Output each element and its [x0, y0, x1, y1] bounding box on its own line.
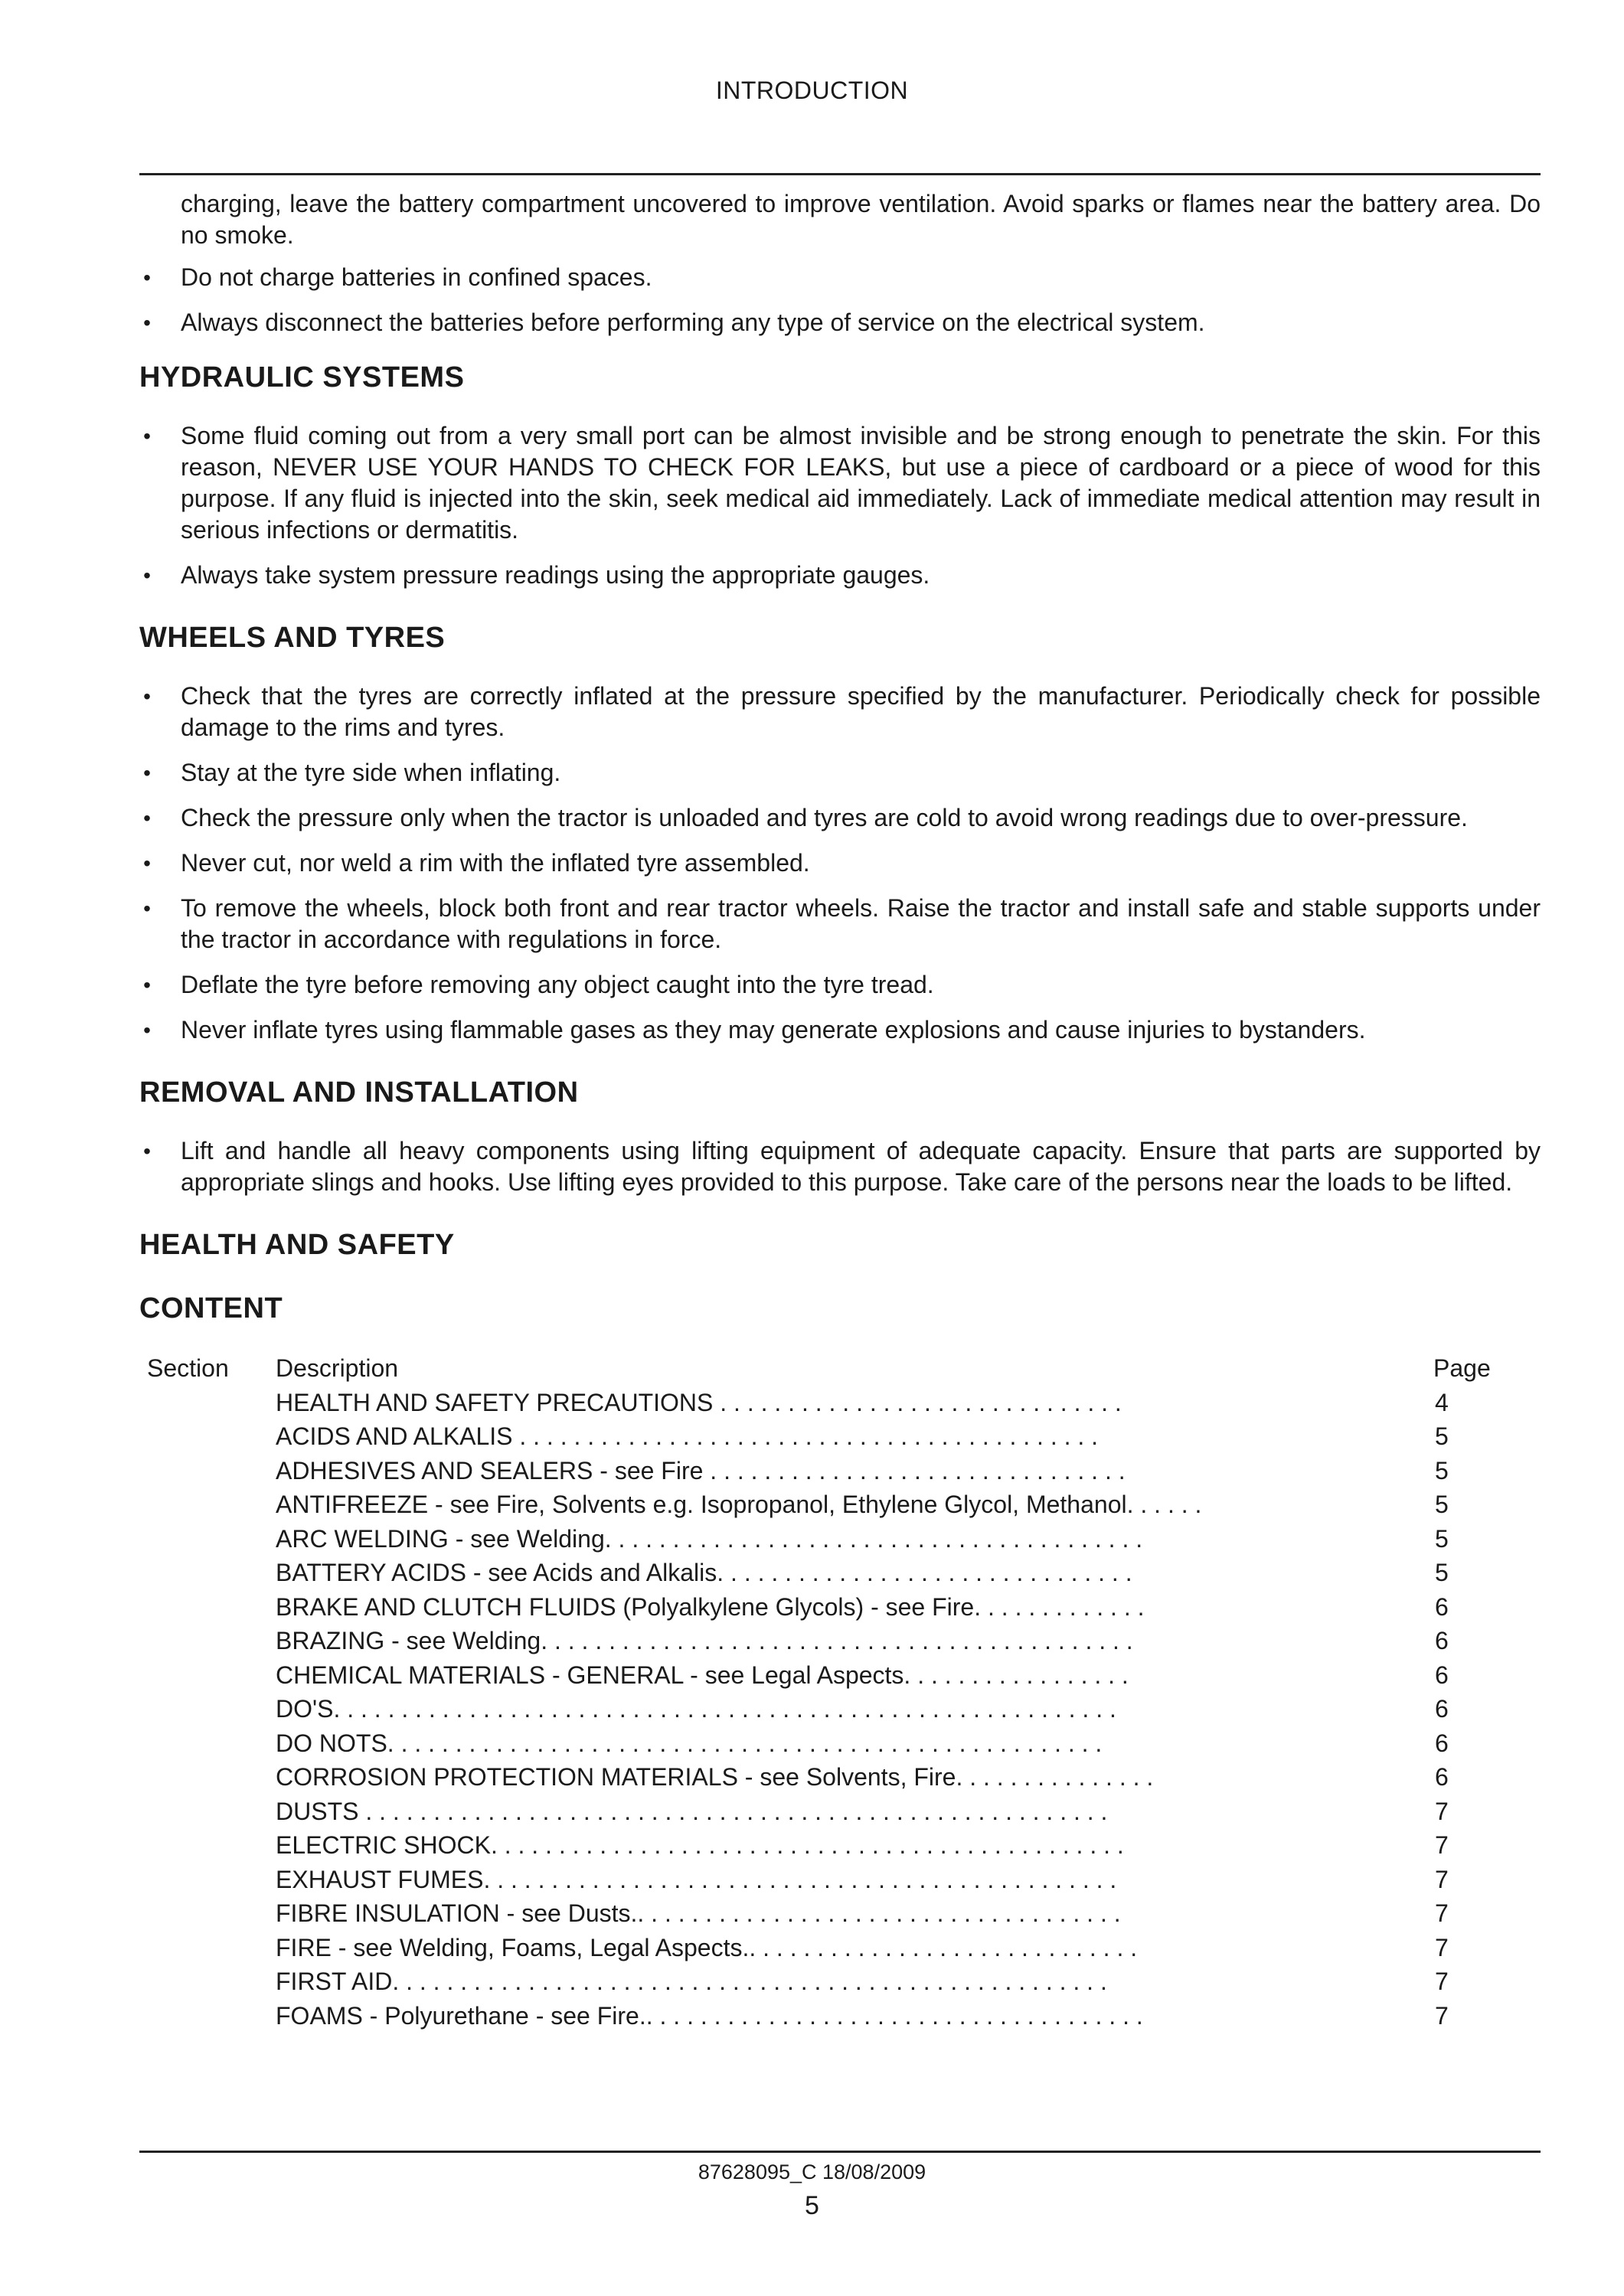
toc-row-page: 7 — [1435, 1933, 1449, 1961]
list-item-text: Do not charge batteries in confined spaces. — [181, 263, 652, 291]
bullet-icon: • — [143, 311, 151, 335]
list-item — [139, 802, 1541, 834]
toc-row — [139, 1931, 1541, 1965]
list-item-text: Always take system pressure readings using the appropriate gauges. — [181, 561, 930, 589]
toc-row-description: FIRST AID. . . . . . . . . . . . . . . . . . . . . . . . . . . . . . . . . . . . . . . . . . . . . . . . . . . . . — [276, 1968, 1107, 1995]
list-item — [139, 848, 1541, 879]
list-item — [139, 262, 1541, 293]
toc-row — [139, 1658, 1541, 1693]
hydraulic-bullet-list — [139, 420, 1541, 591]
toc-row-page: 5 — [1435, 1559, 1449, 1586]
toc-row-description: EXHAUST FUMES. . . . . . . . . . . . . . . . . . . . . . . . . . . . . . . . . . . . . . . . . . . . . . . — [276, 1865, 1117, 1893]
list-item-text: Deflate the tyre before removing any object caught into the tyre tread. — [181, 971, 934, 998]
toc-row-description: FOAMS - Polyurethane - see Fire.. . . . . . . . . . . . . . . . . . . . . . . . . . . . . . . . . . . . . — [276, 2001, 1143, 2030]
toc-row-page: 5 — [1435, 1524, 1449, 1553]
toc-row-page: 6 — [1435, 1627, 1449, 1654]
toc-row-description: HEALTH AND SAFETY PRECAUTIONS . . . . . . . . . . . . . . . . . . . . . . . . . . . . . . — [276, 1388, 1122, 1416]
toc-row-description: ELECTRIC SHOCK. . . . . . . . . . . . . . . . . . . . . . . . . . . . . . . . . . . . . . . . . . . . . . . — [276, 1831, 1124, 1859]
list-item — [139, 307, 1541, 338]
list-item — [139, 1135, 1541, 1198]
toc-row — [139, 1726, 1541, 1761]
bullet-icon: • — [143, 424, 151, 448]
list-item — [139, 420, 1541, 546]
intro-bullet-list — [139, 262, 1541, 338]
list-item-text: To remove the wheels, block both front and rear tractor wheels. Raise the tractor and install safe and stable supports under the tractor in accordance with regulations in force. — [181, 894, 1541, 953]
toc-row-page: 7 — [1435, 1968, 1449, 1995]
bullet-icon: • — [143, 973, 151, 997]
bullet-icon: • — [143, 806, 151, 830]
list-item-text: Never inflate tyres using flammable gases as they may generate explosions and cause injuries to bystanders. — [181, 1016, 1366, 1043]
page-content — [139, 188, 1541, 2033]
toc-row-page: 5 — [1435, 1491, 1449, 1518]
toc-row-description: ANTIFREEZE - see Fire, Solvents e.g. Isopropanol, Ethylene Glycol, Methanol. . . . . . — [276, 1491, 1202, 1518]
toc-row-description: DUSTS . . . . . . . . . . . . . . . . . . . . . . . . . . . . . . . . . . . . . . . . . . . . . . . . . . . . . . . — [276, 1797, 1108, 1825]
footer-divider — [139, 2151, 1541, 2153]
section-heading-hydraulic-systems: HYDRAULIC SYSTEMS — [139, 361, 465, 394]
toc-row-page: 7 — [1435, 1865, 1449, 1893]
section-heading-wheels-and-tyres: WHEELS AND TYRES — [139, 622, 446, 654]
list-item-text: Never cut, nor weld a rim with the inflated tyre assembled. — [181, 849, 810, 877]
toc-rows — [139, 1386, 1541, 2033]
toc-row-page: 7 — [1435, 1831, 1449, 1859]
toc-row — [139, 1760, 1541, 1795]
footer-doc-code: 87628095_C 18/08/2009 — [698, 2160, 926, 2183]
bullet-icon: • — [143, 1139, 151, 1163]
toc-row-page: 6 — [1435, 1592, 1449, 1621]
list-item — [139, 757, 1541, 789]
toc-row — [139, 1419, 1541, 1454]
list-item-text: Always disconnect the batteries before performing any type of service on the electrical system. — [181, 309, 1205, 336]
footer-page-number: 5 — [805, 2191, 819, 2220]
toc-row-page: 7 — [1435, 1899, 1449, 1927]
bullet-icon: • — [143, 563, 151, 587]
toc-row-page: 6 — [1435, 1661, 1449, 1689]
table-of-contents — [139, 1351, 1541, 2033]
toc-row — [139, 1896, 1541, 1931]
toc-row-page: 6 — [1435, 1763, 1449, 1791]
bullet-icon: • — [143, 897, 151, 920]
header-divider — [139, 173, 1541, 175]
toc-row — [139, 1828, 1541, 1863]
toc-row-description: ARC WELDING - see Welding. . . . . . . . . . . . . . . . . . . . . . . . . . . . . . . . . . . . . . . . — [276, 1524, 1143, 1553]
section-heading-removal-and-installation: REMOVAL AND INSTALLATION — [139, 1076, 579, 1109]
toc-row-description: BRAZING - see Welding. . . . . . . . . . . . . . . . . . . . . . . . . . . . . . . . . . . . . . . . . . . . — [276, 1627, 1133, 1654]
toc-row — [139, 1624, 1541, 1658]
toc-row — [139, 1795, 1541, 1829]
section-heading-health-and-safety: HEALTH AND SAFETY — [139, 1229, 455, 1261]
toc-row-description: ADHESIVES AND SEALERS - see Fire . . . . . . . . . . . . . . . . . . . . . . . . . . . . . . . — [276, 1456, 1126, 1484]
removal-bullet-list — [139, 1135, 1541, 1198]
toc-row-page: 5 — [1435, 1456, 1449, 1484]
toc-row — [139, 1863, 1541, 1897]
toc-row — [139, 1556, 1541, 1590]
section-heading-content: CONTENT — [139, 1292, 283, 1324]
toc-row — [139, 1386, 1541, 1420]
toc-row-page: 5 — [1435, 1422, 1449, 1450]
toc-row-page: 4 — [1435, 1388, 1449, 1416]
toc-row-description: BATTERY ACIDS - see Acids and Alkalis. . . . . . . . . . . . . . . . . . . . . . . . . . . . . . . — [276, 1559, 1132, 1586]
toc-row-description: FIBRE INSULATION - see Dusts.. . . . . . . . . . . . . . . . . . . . . . . . . . . . . . . . . . . . — [276, 1899, 1121, 1927]
toc-row — [139, 1692, 1541, 1726]
toc-row — [139, 1999, 1541, 2033]
toc-col-description: Description — [276, 1354, 399, 1382]
toc-col-section: Section — [147, 1354, 229, 1382]
list-item-text: Some fluid coming out from a very small port can be almost invisible and be strong enough to penetrate the skin. For this reason, NEVER USE YOUR HANDS TO CHECK FOR LEAKS, but use a piece of cardboard or a piece of wood for this purpose. If any fluid is injected into the skin, seek medical aid immediately. Lack of immediate medical attention may result in serious infections or dermatitis. — [181, 422, 1541, 544]
list-item-text: Lift and handle all heavy components using lifting equipment of adequate capacity. Ensure that parts are supported by appropriate slings and hooks. Use lifting eyes provided to this purpose. Take care of the persons near the loads to be lifted. — [181, 1137, 1541, 1196]
list-item — [139, 969, 1541, 1001]
bullet-icon: • — [143, 761, 151, 785]
list-item — [139, 1014, 1541, 1046]
list-item — [139, 560, 1541, 591]
toc-row-description: DO NOTS. . . . . . . . . . . . . . . . . . . . . . . . . . . . . . . . . . . . . . . . . . . . . . . . . . . . . — [276, 1729, 1103, 1757]
bullet-icon: • — [143, 1018, 151, 1042]
toc-row — [139, 1454, 1541, 1488]
list-item — [139, 681, 1541, 743]
page-header-title: INTRODUCTION — [715, 77, 909, 104]
toc-row — [139, 1488, 1541, 1522]
toc-row-description: CORROSION PROTECTION MATERIALS - see Solvents, Fire. . . . . . . . . . . . . . . — [276, 1763, 1154, 1791]
toc-col-page: Page — [1433, 1354, 1491, 1382]
toc-row-description: ACIDS AND ALKALIS . . . . . . . . . . . . . . . . . . . . . . . . . . . . . . . . . . . . . . . . . . . — [276, 1422, 1099, 1450]
toc-row-page: 6 — [1435, 1729, 1449, 1757]
toc-header-row — [139, 1351, 1541, 1386]
toc-row-description: FIRE - see Welding, Foams, Legal Aspects.. . . . . . . . . . . . . . . . . . . . . . . . . . . . . — [276, 1933, 1138, 1961]
toc-row-page: 7 — [1435, 1797, 1449, 1825]
bullet-icon: • — [143, 684, 151, 708]
toc-row — [139, 1965, 1541, 1999]
toc-row — [139, 1522, 1541, 1556]
list-item-text: Check the pressure only when the tractor is unloaded and tyres are cold to avoid wrong readings due to over-pressure. — [181, 804, 1468, 831]
toc-row-page: 7 — [1435, 2001, 1449, 2030]
toc-row-description: BRAKE AND CLUTCH FLUIDS (Polyalkylene Glycols) - see Fire. . . . . . . . . . . . . — [276, 1592, 1145, 1621]
toc-row — [139, 1590, 1541, 1625]
continued-paragraph: charging, leave the battery compartment uncovered to improve ventilation. Avoid sparks or flames near the battery area. Do no smoke. — [181, 190, 1541, 249]
toc-row-description: DO'S. . . . . . . . . . . . . . . . . . . . . . . . . . . . . . . . . . . . . . . . . . . . . . . . . . . . . . . . . . — [276, 1695, 1116, 1723]
bullet-icon: • — [143, 266, 151, 289]
toc-row-description: CHEMICAL MATERIALS - GENERAL - see Legal Aspects. . . . . . . . . . . . . . . . . — [276, 1661, 1129, 1689]
list-item-text: Stay at the tyre side when inflating. — [181, 759, 561, 786]
toc-row-page: 6 — [1435, 1695, 1449, 1723]
wheels-bullet-list — [139, 681, 1541, 1046]
bullet-icon: • — [143, 851, 151, 875]
list-item-text: Check that the tyres are correctly inflated at the pressure specified by the manufacturer. Periodically check for possible damage to the rims and tyres. — [181, 682, 1541, 741]
list-item — [139, 893, 1541, 955]
